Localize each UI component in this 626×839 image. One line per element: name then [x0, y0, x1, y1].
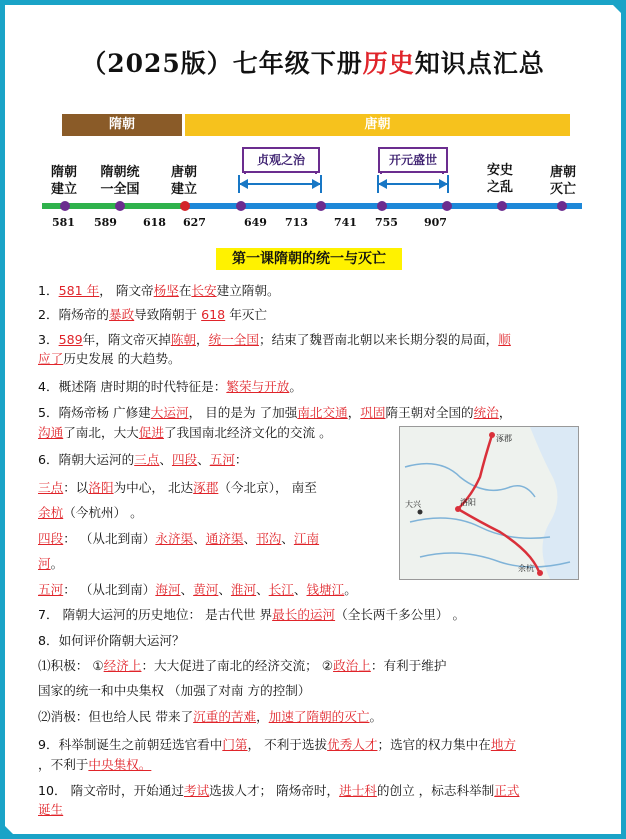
item-8-positive-cont: 国家的统一和中央集权 （加强了对南 方的控制）	[38, 683, 311, 698]
item-6: 6．隋朝大运河的三点、四段、五河：	[38, 452, 248, 467]
item-5: 5．隋炀帝杨 广修建大运河， 目的是为 了加强南北交通，巩固隋王朝对全国的统治，	[38, 405, 512, 420]
timeline-dot	[115, 201, 125, 211]
map-label: 洛阳	[460, 498, 476, 507]
map-label: 大兴	[405, 500, 421, 509]
year-label: 713	[285, 216, 308, 229]
item-8: 8．如何评价隋朝大运河？	[38, 633, 185, 648]
item-3-cont: 应了历史发展 的大趋势。	[38, 351, 181, 366]
item-10-cont: 诞生	[38, 802, 64, 817]
year-label: 741	[334, 216, 357, 229]
corner-decoration	[0, 821, 18, 839]
year-label: 755	[375, 216, 398, 229]
item-5-cont: 沟通了南北，大大促进了我国南北经济文化的交流 。	[38, 425, 332, 440]
year-label: 907	[424, 216, 447, 229]
timeline-dot	[236, 201, 246, 211]
year-label: 589	[94, 216, 117, 229]
dynasty-bar-sui: 隋朝	[62, 114, 182, 136]
item-9: 9．科举制诞生之前朝廷选官看中门第， 不利于选拔优秀人才；选官的权力集中在地方	[38, 737, 516, 752]
year-label: 649	[244, 216, 267, 229]
timeline-dot	[316, 201, 326, 211]
lesson-heading: 第一课隋朝的统一与灭亡	[216, 248, 402, 270]
item-6-four-sections: 四段： （从北到南）永济渠、通济渠、邗沟、江南	[38, 531, 320, 546]
timeline-dot	[60, 201, 70, 211]
timeline-dot	[557, 201, 567, 211]
item-8-positive: ⑴积极： ①经济上：大大促进了南北的经济交流； ②政治上：有利于维护	[38, 658, 447, 673]
year-label: 627	[183, 216, 206, 229]
item-4: 4．概述隋 唐时期的时代特征是：繁荣与开放。	[38, 379, 302, 394]
period-span-arrow	[377, 175, 449, 193]
item-6-five-rivers: 五河： （从北到南）海河、黄河、淮河、长江、钱塘江。	[38, 582, 357, 597]
item-2: 2．隋炀帝的暴政导致隋朝于 618 年灭亡	[38, 307, 267, 322]
event-label: 隋朝 建立	[50, 165, 77, 197]
city-marker	[537, 570, 543, 576]
item-8-negative: ⑵消极：但也给人民 带来了沉重的苦难，加速了隋朝的灭亡。	[38, 709, 383, 724]
item-6-four-sections-cont: 河。	[38, 556, 64, 571]
item-6-three-points-cont: 余杭（今杭州） 。	[38, 505, 143, 520]
event-label: 唐朝 建立	[170, 165, 197, 197]
page-title: （2025版）七年级下册历史知识点汇总	[81, 49, 545, 78]
event-label: 安史 之乱	[486, 163, 513, 195]
city-marker	[489, 432, 495, 438]
timeline-dot	[377, 201, 387, 211]
period-span-arrow	[238, 175, 322, 193]
map-label: 涿郡	[496, 434, 512, 443]
item-7: 7． 隋朝大运河的历史地位： 是古代世 界最长的运河（全长两千多公里） 。	[38, 607, 466, 622]
item-6-three-points: 三点：以洛阳为中心， 北达涿郡（今北京）， 南至	[38, 480, 317, 495]
timeline-dot	[180, 201, 190, 211]
event-label: 唐朝 灭亡	[549, 165, 576, 197]
item-10: 10． 隋文帝时，开始通过考试选拔人才； 隋炀帝时，进士科的创立 ，标志科举制正式	[38, 783, 520, 798]
year-label: 581	[52, 216, 75, 229]
timeline-dot	[497, 201, 507, 211]
map-label: 余杭	[518, 564, 534, 573]
event-label: 隋朝统 一全国	[100, 165, 140, 197]
map-drawing	[400, 427, 578, 579]
item-9-cont: ，不利于中央集权。	[38, 757, 152, 772]
year-label: 618	[143, 216, 166, 229]
timeline-dot	[442, 201, 452, 211]
period-box-kaiyuan: 开元盛世	[378, 147, 448, 173]
period-box-zhenguan: 贞观之治	[242, 147, 320, 173]
item-3: 3．589年，隋文帝灭掉陈朝，统一全国；结束了魏晋南北朝以来长期分裂的局面，顺	[38, 332, 511, 347]
corner-decoration	[608, 0, 626, 18]
dynasty-bar-tang: 唐朝	[185, 114, 570, 136]
item-1: 1．581 年， 隋文帝杨坚在长安建立隋朝。	[38, 283, 280, 298]
city-marker	[418, 510, 423, 515]
grand-canal-map	[399, 426, 579, 580]
